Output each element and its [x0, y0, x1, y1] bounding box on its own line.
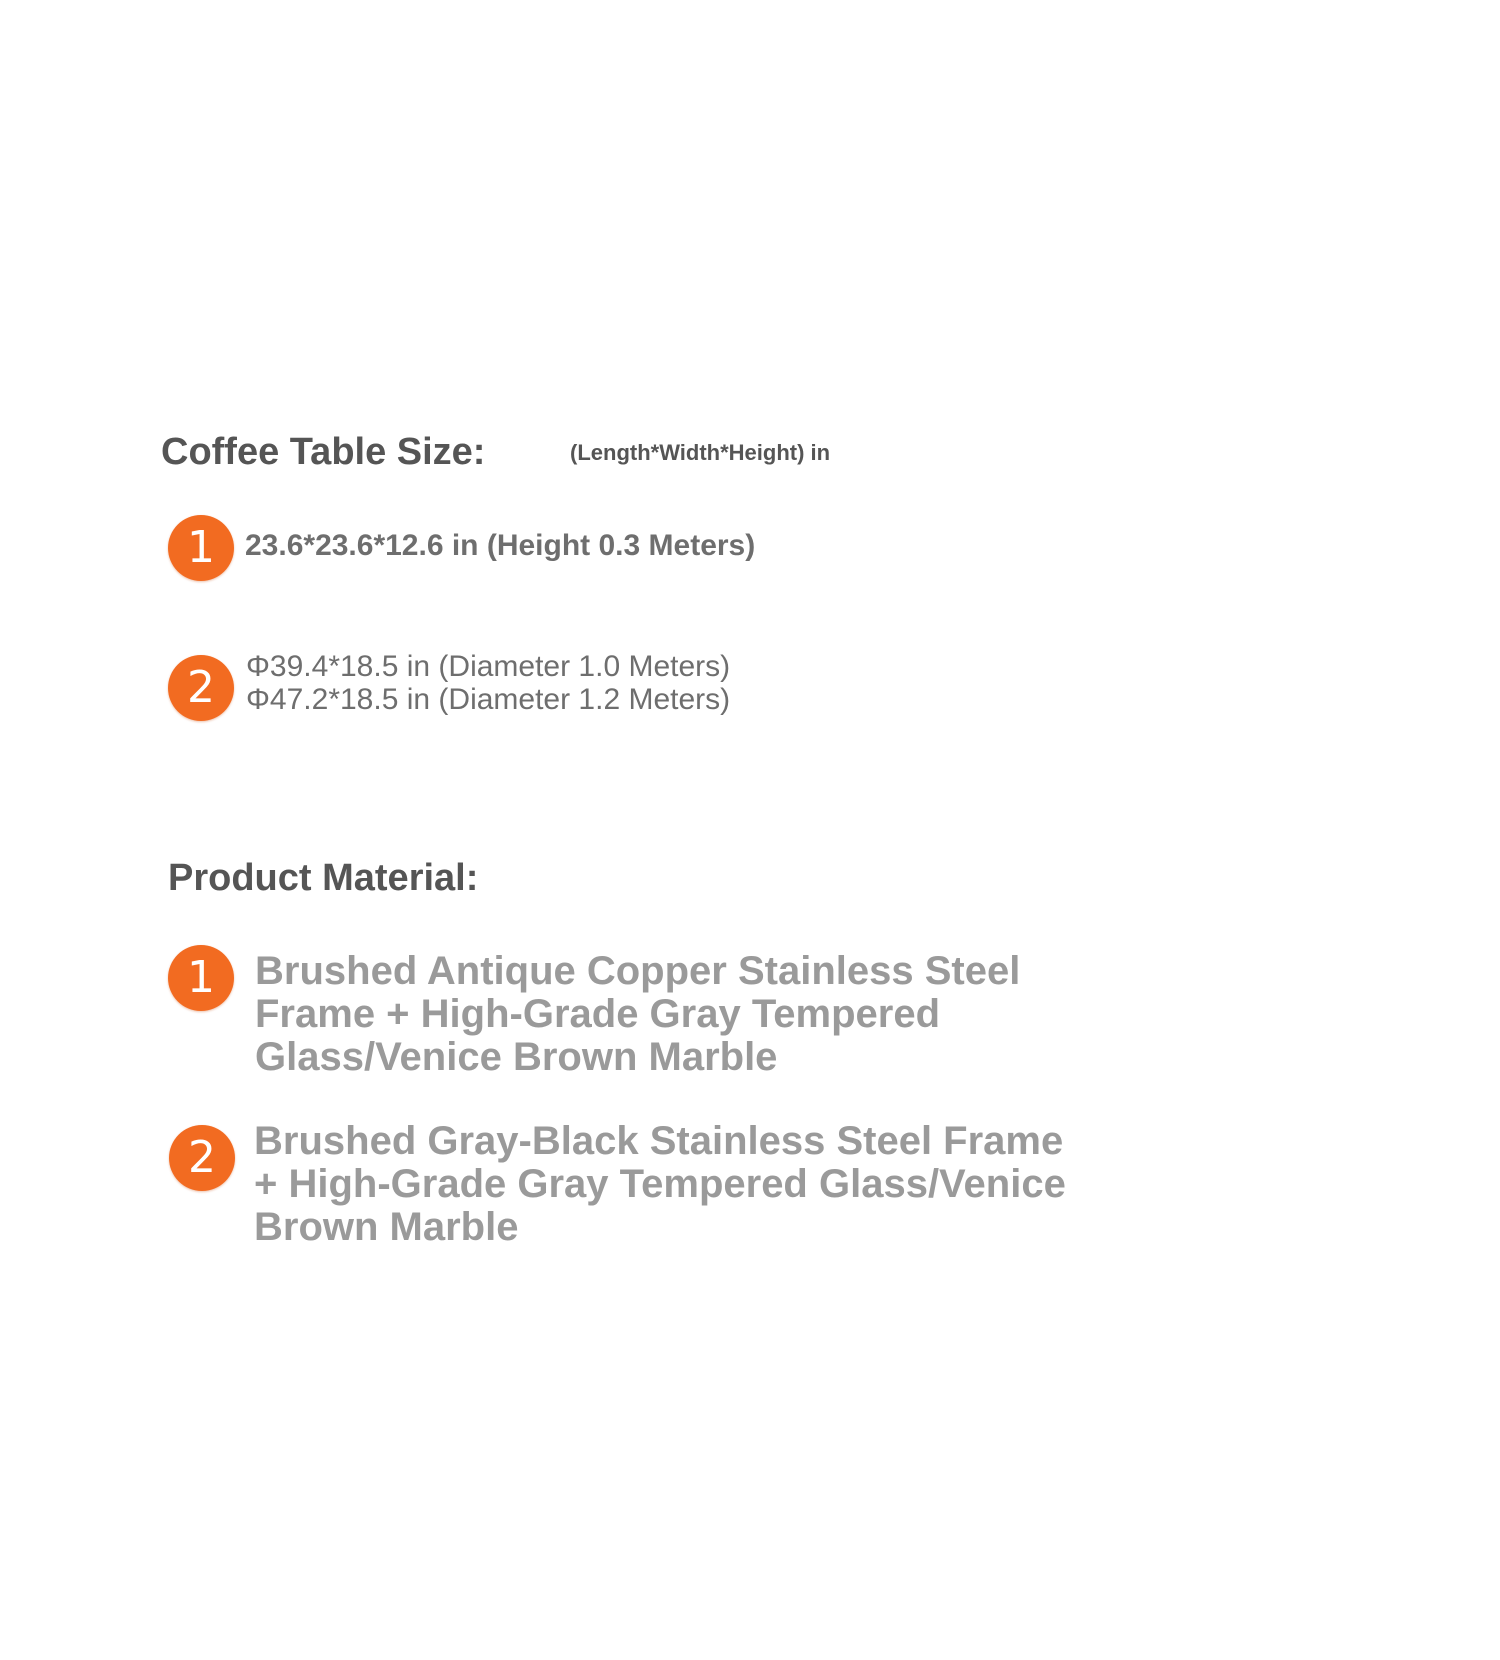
- size-section-subtitle: (Length*Width*Height) in: [570, 440, 831, 465]
- number-badge-icon: 2: [169, 1125, 235, 1191]
- number-badge-icon: 2: [168, 655, 234, 721]
- size-option-1: 23.6*23.6*12.6 in (Height 0.3 Meters): [245, 529, 756, 562]
- size-option-2-line-2: Φ47.2*18.5 in (Diameter 1.2 Meters): [246, 683, 731, 716]
- size-option-2-line-1: Φ39.4*18.5 in (Diameter 1.0 Meters): [246, 650, 731, 683]
- material-section-title: Product Material:: [168, 857, 479, 899]
- size-section-title: Coffee Table Size:: [161, 431, 486, 473]
- material-option-1: Brushed Antique Copper Stainless Steel Frame + High-Grade Gray Tempered Glass/Venice Brown Marble: [255, 949, 1021, 1079]
- number-badge-icon: 1: [168, 945, 234, 1011]
- number-badge-icon: 1: [168, 515, 234, 581]
- material-option-2: Brushed Gray-Black Stainless Steel Frame + High-Grade Gray Tempered Glass/Venice Brown Marble: [254, 1119, 1066, 1249]
- size-option-2: [246, 650, 730, 716]
